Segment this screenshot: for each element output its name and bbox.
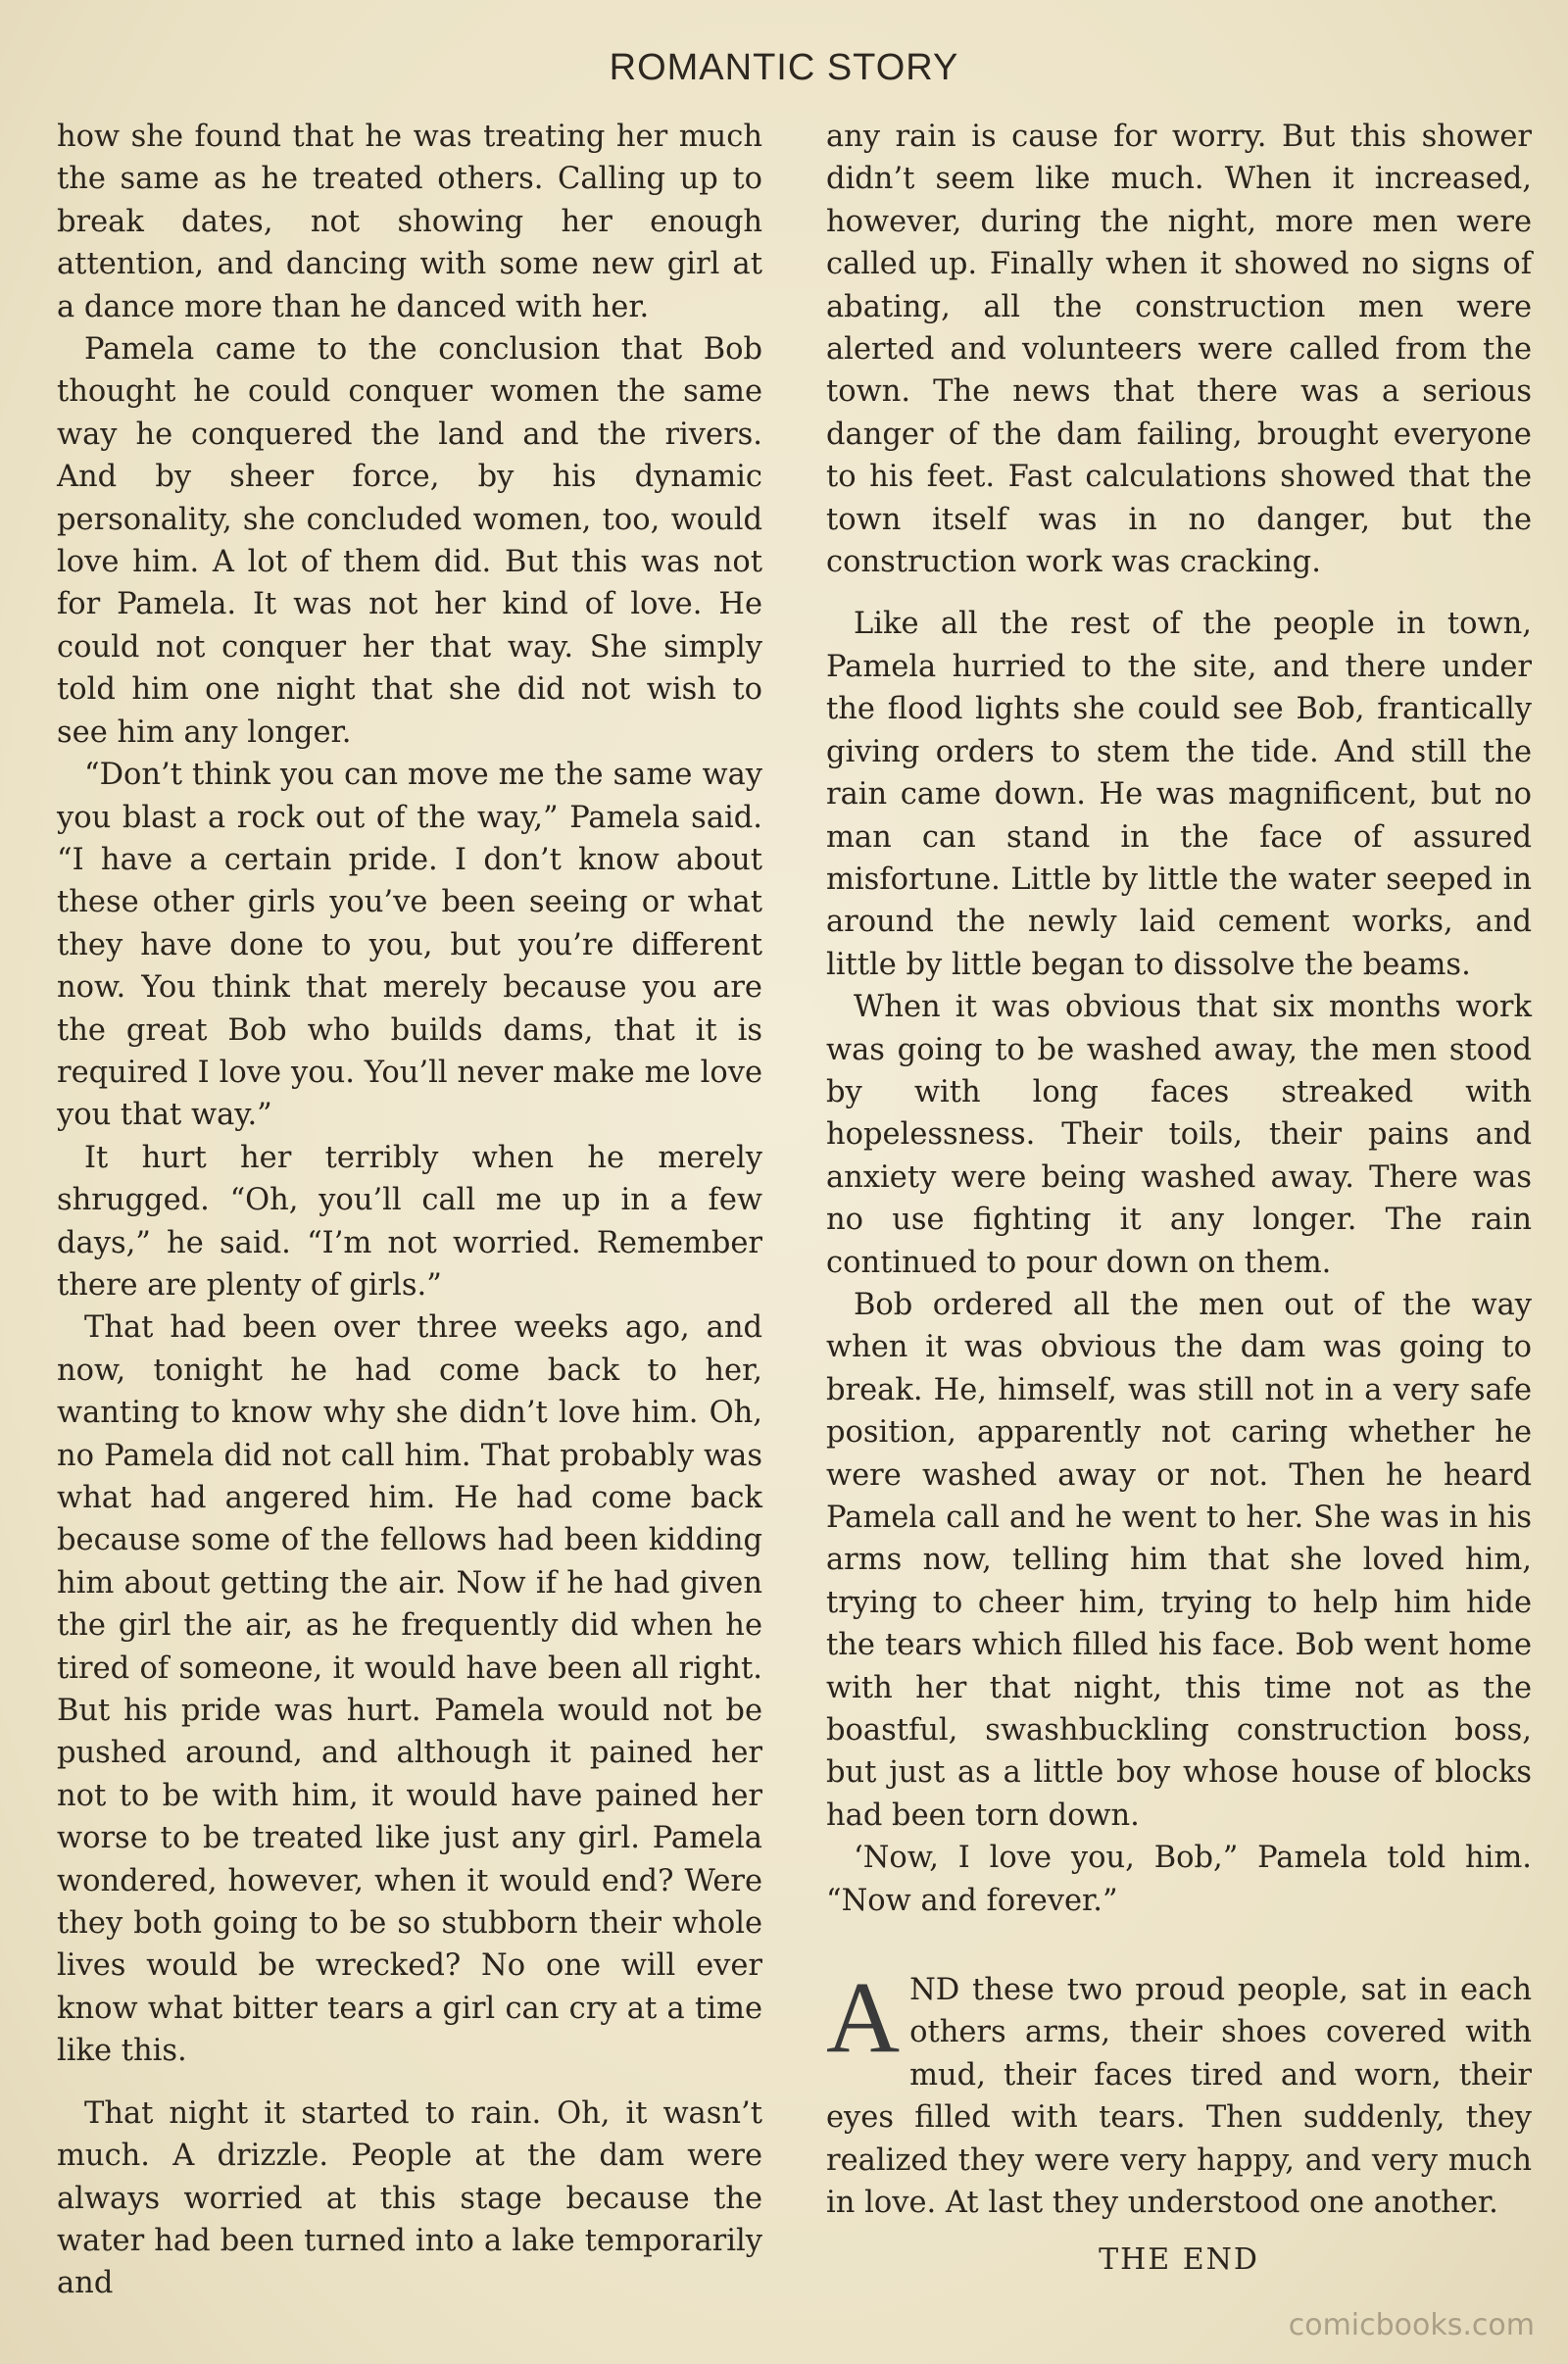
paragraph: ‘Now, I love you, Bob,” Pamela told him. “Now and forever.” xyxy=(826,1841,1532,1918)
paragraph: Pamela came to the conclusion that Bob thought he could conquer women the same way he conquered the land and the rivers. And by sheer force, by his dynamic personality, she concluded women, too, would love him. A lot of them did. But this was not for Pamela. It was not her kind of love. He could not conquer her that way. She simply told him one night that she did not wish to see him any longer. xyxy=(57,332,762,750)
page-header: ROMANTIC STORY xyxy=(609,47,959,88)
paragraph: any rain is cause for worry. But this shower didn’t seem like much. When it increased, however, during the night, more men were called up. Finally when it showed no signs of abating, all the construction men were alerted and volunteers were called from the town. The news that there was a serious danger of the dam failing, brought everyone to his feet. Fast calculations showed that the town itself was in no danger, but the construction work was cracking. xyxy=(826,120,1532,580)
paragraph: “Don’t think you can move me the same way you blast a rock out of the way,” Pamela said. “I have a certain pride. I don’t know about these other girls you’ve been seeing or what they have done to you, but you’re different now. You think that merely because you are the great Bob who builds dams, that it is required I love you. You’ll never make me love you that way.” xyxy=(57,758,762,1133)
closing-paragraph xyxy=(826,1961,1532,2224)
drop-cap: A xyxy=(826,1961,901,2075)
the-end-mark: THE END xyxy=(1099,2241,1259,2277)
paragraph: When it was obvious that six months work was going to be washed away, the men stood by with long faces streaked with hopelessness. Their toils, their pains and anxiety were being washed away. There was no use fighting it any longer. The rain continued to pour down on them. xyxy=(826,990,1532,1280)
paragraph: Bob ordered all the men out of the way when it was obvious the dam was going to break. He, himself, was still not in a very safe position, apparently not caring whether he were washed away or not. Then he heard Pamela call and he went to her. She was in his arms now, telling him that she loved him, trying to cheer him, trying to help him hide the tears which filled his face. Bob went home with her that night, this time not as the boastful, swashbuckling construction boss, but just as a little boy whose house of blocks had been torn down. xyxy=(826,1287,1532,1833)
right-column xyxy=(826,116,1532,2281)
paragraph: That had been over three weeks ago, and now, tonight he had come back to her, wanting to know why she didn’t love him. Oh, no Pamela did not call him. That probably was what had angered him. He had come back because some of the fellows had been kidding him about getting the air. Now if he had given the girl the air, as he frequently did when he tired of someone, it would have been all right. But his pride was hurt. Pamela would not be pushed around, and although it pained her not to be with him, it would have pained her worse to be treated like just any girl. Pamela wondered, however, when it would end? Were they both going to be so stubborn their whole lives would be wrecked? No one will ever know what bitter tears a girl can cry at a time like this. xyxy=(57,1310,762,2069)
left-column xyxy=(57,116,762,2305)
paragraph: It hurt her terribly when he merely shrugged. “Oh, you’ll call me up in a few days,” he said. “I’m not worried. Remember there are plenty of girls.” xyxy=(57,1140,762,1303)
closing-text: ND these two proud people, sat in each others arms, their shoes covered with mud, their faces tired and worn, their eyes filled with tears. Then suddenly, they realized they were very happy, and very much in love. At last they understood one another. xyxy=(826,1973,1532,2221)
paragraph: Like all the rest of the people in town, Pamela hurried to the site, and there under the flood lights she could see Bob, frantically giving orders to stem the tide. And still the rain came down. He was magnificent, but no man can stand in the face of assured misfortune. Little by little the water seeped in around the newly laid cement works, and little by little began to dissolve the beams. xyxy=(826,607,1532,982)
watermark: comicbooks.com xyxy=(1288,2308,1535,2342)
paragraph: how she found that he was treating her much the same as he treated others. Calling up to break dates, not showing her enough attention, and dancing with some new girl at a dance more than he danced with her. xyxy=(57,120,762,324)
paragraph: That night it started to rain. Oh, it wasn’t much. A drizzle. People at the dam were always worried at this stage because the water had been turned into a lake temporarily and xyxy=(57,2095,762,2301)
